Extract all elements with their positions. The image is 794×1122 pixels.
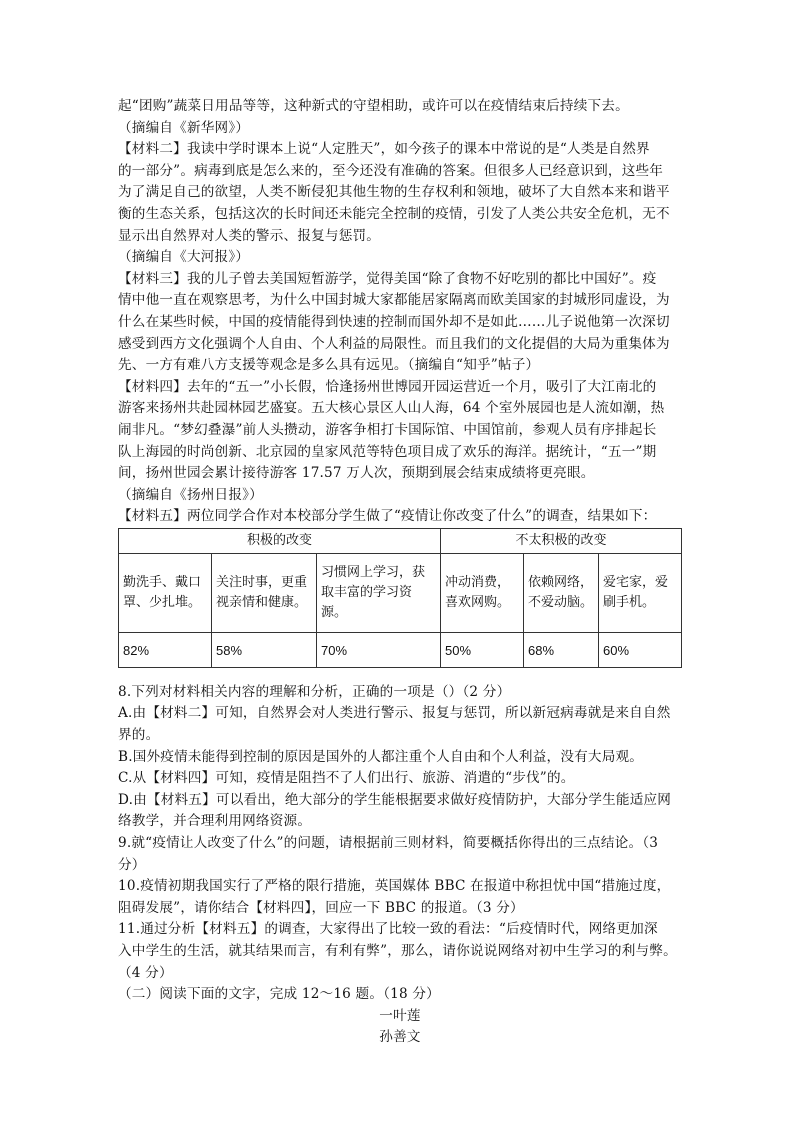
table-row-percentages <box>119 632 682 667</box>
source-note: （摘编自《大河报》） <box>118 249 250 266</box>
material-4-line: 闹非凡。“梦幻叠瀑”前人头攒动，游客争相打卡国际馆、中国馆前，参观人员有序排起长 <box>118 421 657 438</box>
table-cell: 勤洗手、戴口罩、少扎堆。 <box>119 553 212 632</box>
material-3-line: 感受到西方文化强调个人自由、个人利益的局限性。而且我们的文化提倡的大局为重集体为 <box>118 335 670 352</box>
material-2-line: 为了满足自己的欲望，人类不断侵犯其他生物的生存权利和领地，破坏了大自然本来和谐平 <box>118 184 670 201</box>
material-3-line: 先、一方有难八方支援等观念是多么具有远见。（摘编自“知乎”帖子） <box>118 357 540 374</box>
document-page <box>118 96 682 1049</box>
questions-section <box>118 682 682 1049</box>
table-cell: 50% <box>441 632 524 667</box>
header-negative: 不太积极的改变 <box>441 528 682 553</box>
option-a: A.由【材料二】可知，自然界会对人类进行警示、报复与惩罚，所以新冠病毒就是来自自然 <box>118 705 671 722</box>
table-cell: 82% <box>119 632 212 667</box>
table-cell: 冲动消费，喜欢网购。 <box>441 553 524 632</box>
header-positive: 积极的改变 <box>119 528 441 553</box>
section-heading: （二）阅读下面的文字，完成 12～16 题。（18 分） <box>118 986 440 1003</box>
material-4-line: 间，扬州世园会累计接待游客 17.57 万人次，预期到展会结束成绩将更亮眼。 <box>118 465 595 482</box>
question-9: 9.就“疫情让人改变了什么”的问题，请根据前三则材料，简要概括你得出的三点结论。（3 <box>118 835 659 852</box>
material-2-line: 的一部分”。病毒到底是怎么来的，至今还没有准确的答案。但很多人已经意识到，这些年 <box>118 162 664 179</box>
table-header-row <box>119 528 682 553</box>
question-11: 11.通过分析【材料五】的调查，大家得出了比较一致的看法：“后疫情时代，网络更加深 <box>118 921 658 938</box>
option-c: C.从【材料四】可知，疫情是阻挡不了人们出行、旅游、消遣的“步伐”的。 <box>118 770 575 787</box>
table-row-descriptions <box>119 553 682 632</box>
table-cell: 70% <box>317 632 441 667</box>
option-d: 络教学，并合理利用网络资源。 <box>118 813 312 830</box>
question-11: （4 分） <box>118 964 173 981</box>
question-11: 入中学生的生活，就其结果而言，有利有弊”，那么，请你说说网络对初中生学习的利与弊。 <box>118 943 677 959</box>
material-4-line: 游客来扬州共赴园林园艺盛宴。五大核心景区人山人海，64 个室外展园也是人流如潮，热 <box>118 400 665 417</box>
survey-table <box>118 528 682 668</box>
option-d: D.由【材料五】可以看出，绝大部分的学生能根据要求做好疫情防护，大部分学生能适应网 <box>118 791 672 808</box>
source-note: （摘编自《扬州日报》） <box>118 486 263 503</box>
table-cell: 关注时事，更重视亲情和健康。 <box>212 553 317 632</box>
question-8: 8.下列对材料相关内容的理解和分析，正确的一项是（）（2 分） <box>118 683 511 700</box>
passage-title: 一叶莲 <box>379 1007 421 1024</box>
material-3-line: 【材料三】我的儿子曾去美国短暂游学，觉得美国“除了食物不好吃别的都比中国好”。疫 <box>118 270 657 287</box>
table-cell: 习惯网上学习，获取丰富的学习资源。 <box>317 553 441 632</box>
question-10: 阻碍发展”，请你结合【材料四】，回应一下 BBC 的报道。（3 分） <box>118 899 524 916</box>
material-2-line: 衡的生态关系，包括这次的长时间还未能完全控制的疫情，引发了人类公共安全危机，无不 <box>118 205 670 222</box>
question-10: 10.疫情初期我国实行了严格的限行措施，英国媒体 BBC 在报道中称担忧中国“措施过度， <box>118 878 671 895</box>
question-9: 分） <box>118 856 146 873</box>
text-line: 起“团购”蔬菜日用品等等，这种新式的守望相助，或许可以在疫情结束后持续下去。 <box>118 98 629 114</box>
material-5-line: 【材料五】两位同学合作对本校部分学生做了“疫情让你改变了什么”的调查，结果如下： <box>118 508 657 525</box>
table-cell: 依赖网络，不爱动脑。 <box>524 553 599 632</box>
passage-author: 孙善文 <box>379 1029 421 1046</box>
table-cell: 68% <box>524 632 599 667</box>
option-a: 界的。 <box>118 727 160 744</box>
material-4-line: 【材料四】去年的“五一”小长假，恰逢扬州世博园开园运营近一个月，吸引了大江南北的 <box>118 378 657 395</box>
material-3-line: 情中他一直在观察思考，为什么中国封城大家都能居家隔离而欧美国家的封城形同虚设，为 <box>118 292 670 309</box>
table-cell: 60% <box>599 632 682 667</box>
option-b: B.国外疫情未能得到控制的原因是国外的人都注重个人自由和个人利益，没有大局观。 <box>118 748 644 765</box>
material-4-line: 队上海园的时尚创新、北京园的皇家风范等特色项目成了欢乐的海洋。据统计，“五一”期 <box>118 443 657 460</box>
material-2-line: 【材料二】我读中学时课本上说“人定胜天”，如今孩子的课本中常说的是“人类是自然界 <box>118 141 650 158</box>
material-2-line: 显示出自然界对人类的警示、报复与惩罚。 <box>118 227 381 244</box>
source-note: （摘编自《新华网》） <box>118 119 250 136</box>
table-cell: 58% <box>212 632 317 667</box>
material-3-line: 什么在某些时候，中国的疫情能得到快速的控制而国外却不是如此……儿子说他第一次深切 <box>118 313 670 330</box>
table-cell: 爱宅家，爱刷手机。 <box>599 553 682 632</box>
